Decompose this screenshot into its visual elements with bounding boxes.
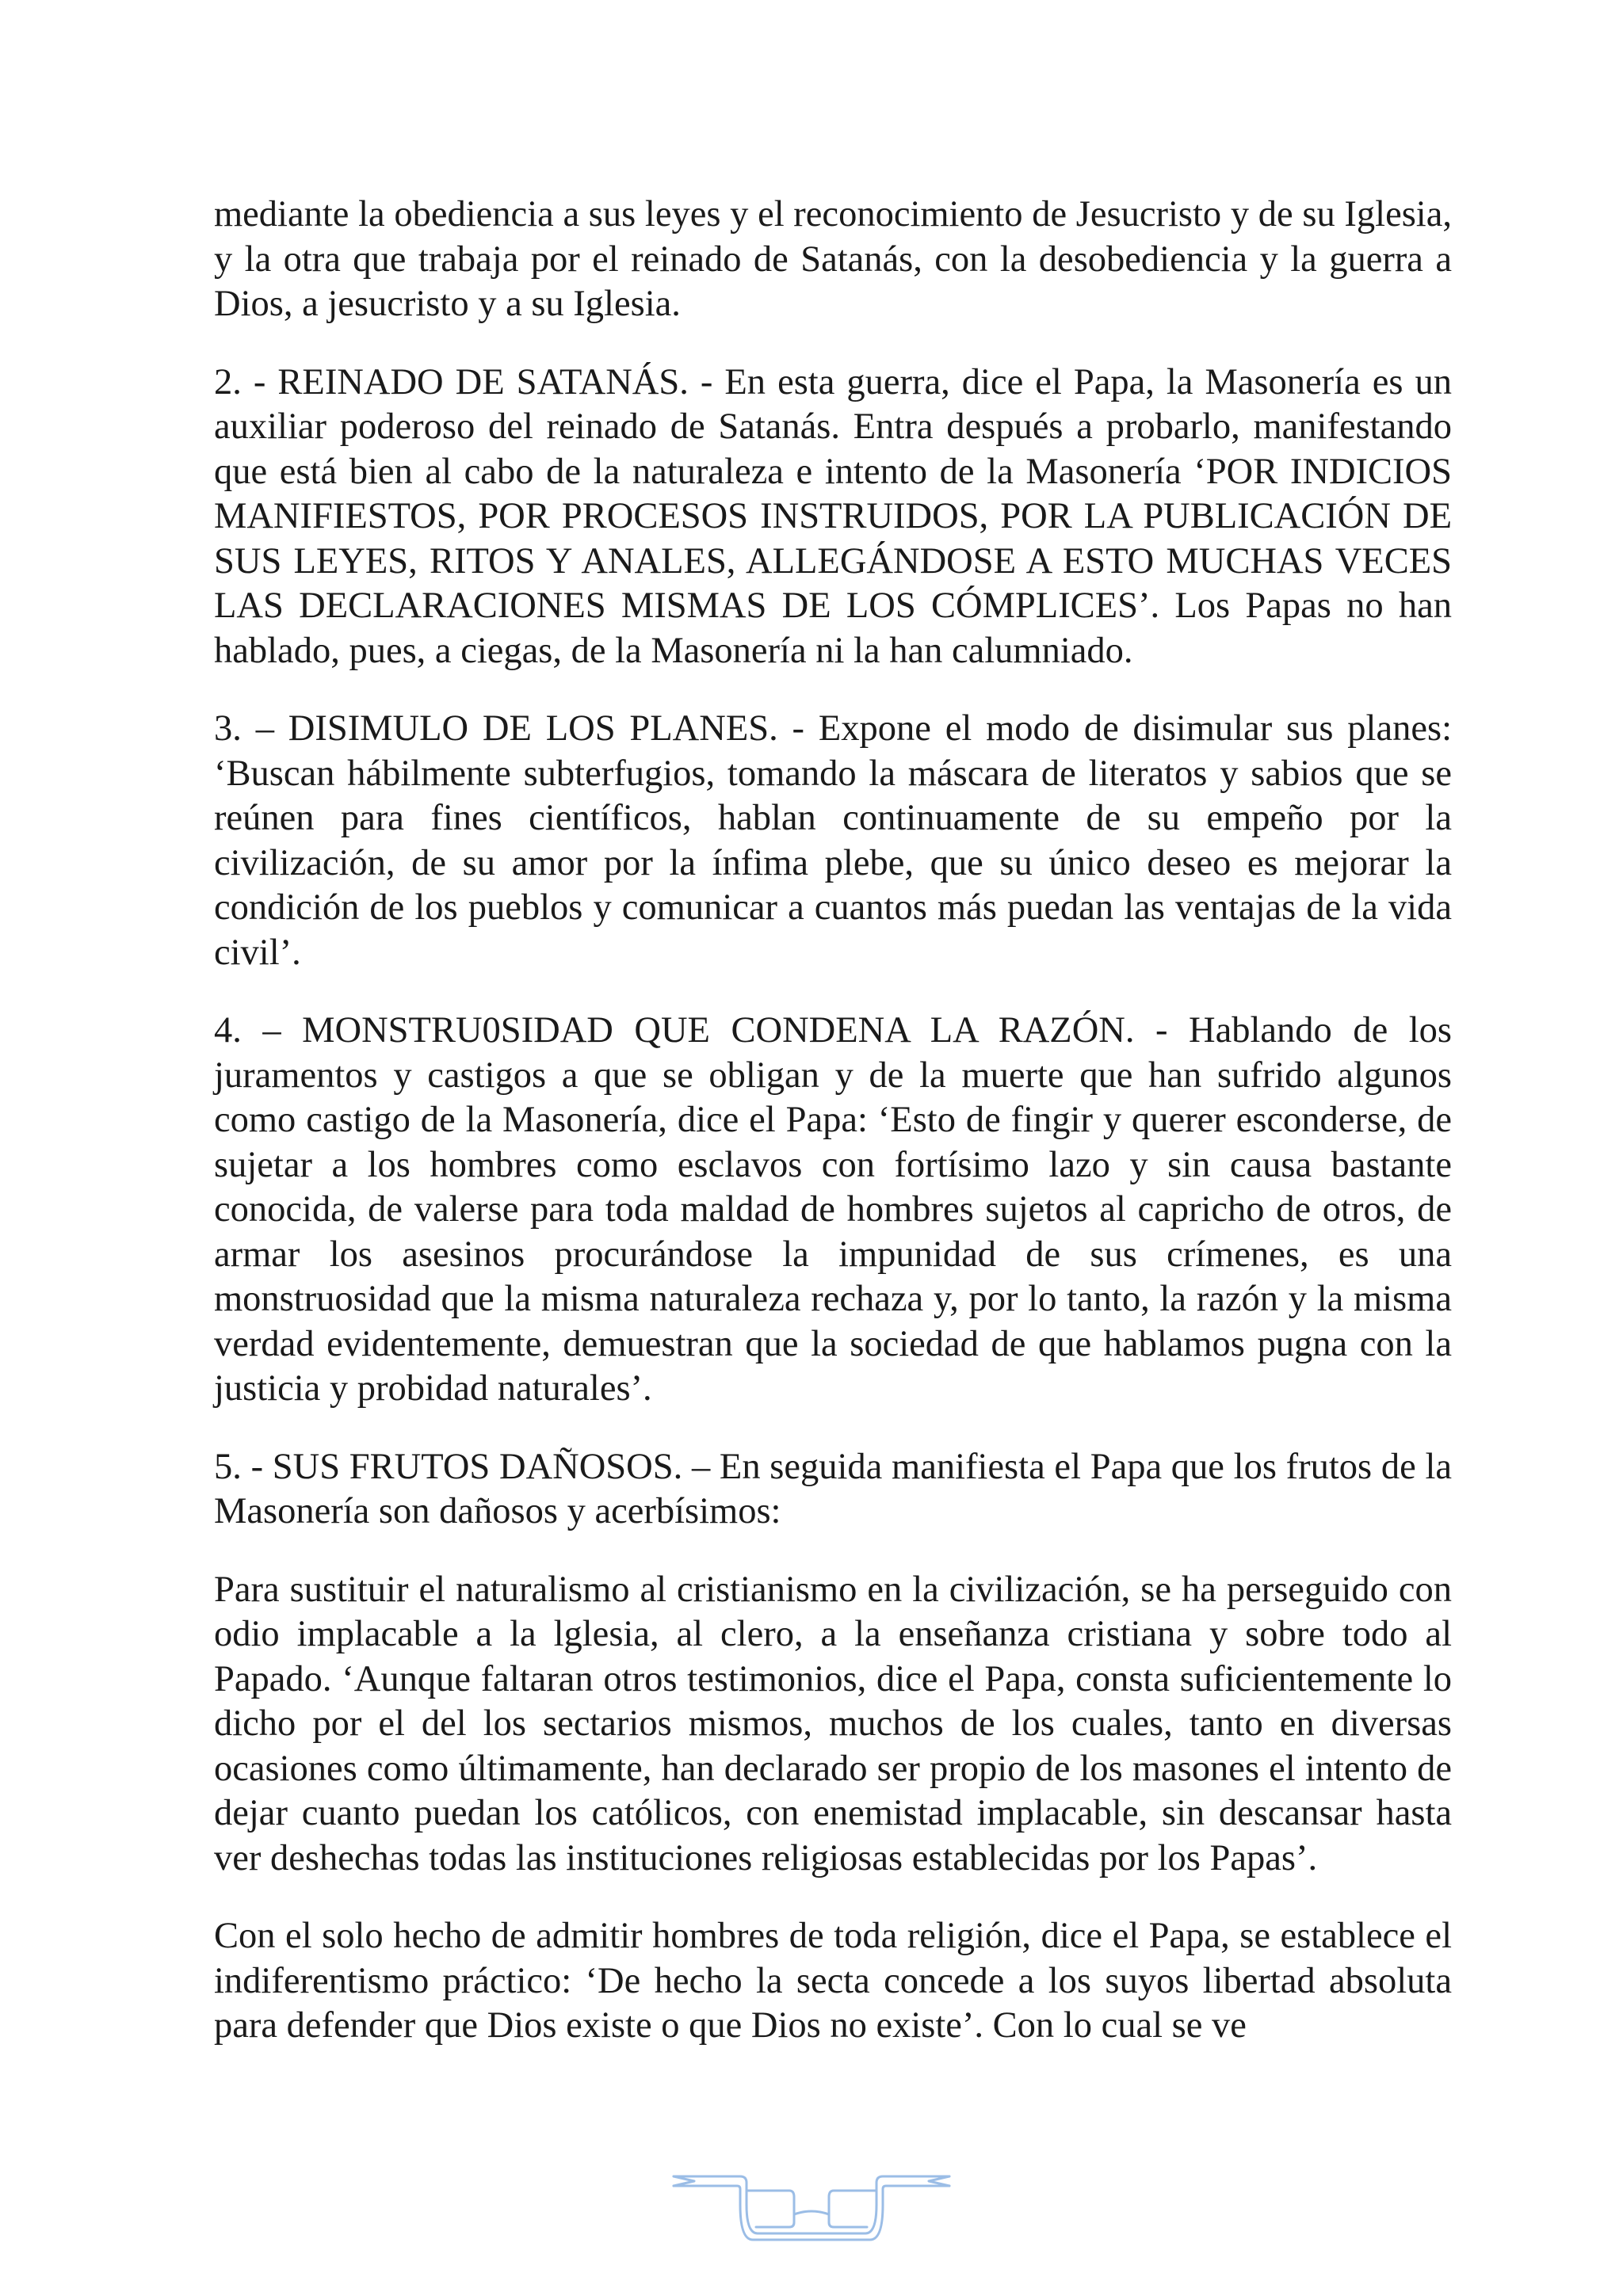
- paragraph-continuation: mediante la obediencia a sus leyes y el reconocimiento de Jesucristo y de su Iglesia, y la otra que trabaja por el reinado de Satanás, con la desobediencia y la guerra a Dios, a jesucristo y a su Iglesia.: [214, 194, 1452, 324]
- page-number-ornament-icon: [670, 2167, 953, 2252]
- paragraph-indiferentismo: Con el solo hecho de admitir hombres de toda religión, dice el Papa, se establece el indiferentismo práctico: ‘De hecho la secta concede a los suyos libertad absoluta para defender que Dios existe o que Dios no existe’. Con lo cual se ve: [214, 1916, 1452, 2046]
- paragraph-reinado-de-satanas: 2. - REINADO DE SATANÁS. - En esta guerra, dice el Papa, la Masonería es un auxiliar poderoso del reinado de Satanás. Entra después a probarlo, manifestando que está bien al cabo de la naturaleza e intento de la Masonería ‘POR INDICIOS MANIFIESTOS, POR PROCESOS INSTRUIDOS, POR LA PUBLICACIÓN DE SUS LEYES, RITOS Y ANALES, ALLEGÁNDOSE A ESTO MUCHAS VECES LAS DECLARACIONES MISMAS DE LOS CÓMPLICES’. Los Papas no han hablado, pues, a ciegas, de la Masonería ni la han calumniado.: [214, 361, 1452, 671]
- paragraph-monstruosidad: 4. – MONSTRU0SIDAD QUE CONDENA LA RAZÓN. - Hablando de los juramentos y castigos a que se obligan y de la muerte que han sufrido algunos como castigo de la Masonería, dice el Papa: ‘Esto de fingir y querer esconderse, de sujetar a los hombres como esclavos con fortísimo lazo y sin causa bastante conocida, de valerse para toda maldad de hombres sujetos al capricho de otros, de armar los asesinos procurándose la impunidad de sus crímenes, es una monstruosidad que la misma naturaleza rechaza y, por lo tanto, la razón y la misma verdad evidentemente, demuestran que la sociedad de que hablamos pugna con la justicia y probidad naturales’.: [214, 1010, 1452, 1409]
- paragraph-naturalismo: Para sustituir el naturalismo al cristianismo en la civilización, se ha perseguido con odio implacable a la lglesia, al clero, a la enseñanza cristiana y sobre todo al Papado. ‘Aunque faltaran otros testimonios, dice el Papa, consta suficientemente lo dicho por el del los sectarios mismos, muchos de los cuales, tanto en diversas ocasiones como últimamente, han declarado ser propio de los masones el intento de dejar cuanto puedan los católicos, con enemistad implacable, sin descansar hasta ver deshechas todas las instituciones religiosas establecidas por los Papas’.: [214, 1569, 1452, 1878]
- paragraph-disimulo-de-los-planes: 3. – DISIMULO DE LOS PLANES. - Expone el modo de disimular sus planes: ‘Buscan hábilmente subterfugios, tomando la máscara de literatos y sabios que se reúnen para fines científicos, hablan continuamente de su empeño por la civilización, de su amor por la ínfima plebe, que su único deseo es mejorar la condición de los pueblos y comunicar a cuantos más puedan las ventajas de la vida civil’.: [214, 708, 1452, 973]
- paragraph-frutos-danosos: 5. - SUS FRUTOS DAÑOSOS. – En seguida manifiesta el Papa que los frutos de la Masonería son dañosos y acerbísimos:: [214, 1446, 1452, 1531]
- document-page: [214, 193, 1452, 2082]
